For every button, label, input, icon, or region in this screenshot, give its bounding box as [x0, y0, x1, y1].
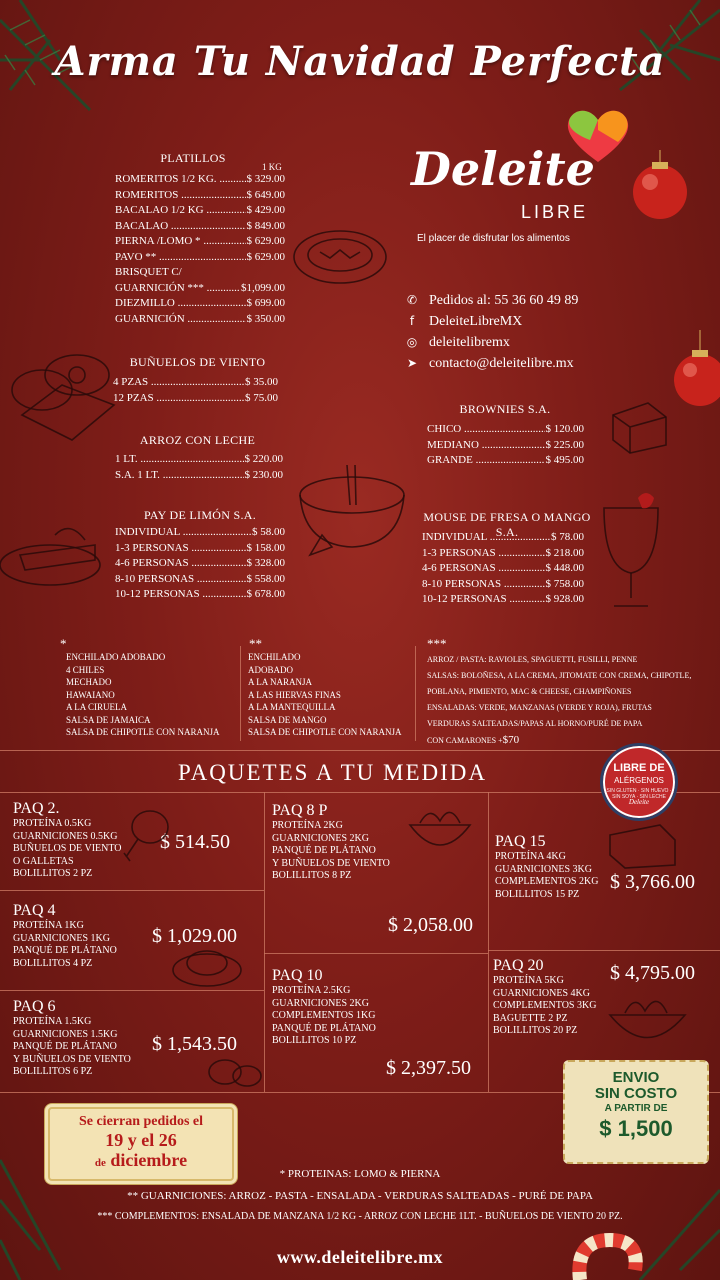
note-mark-3: ***	[427, 636, 447, 651]
package-price: $ 2,058.00	[388, 914, 473, 936]
cierre-notice: Se cierran pedidos el 19 y el 26 de diciembre	[48, 1107, 234, 1181]
brand-sub: LIBRE	[521, 202, 589, 222]
bunuelos-heading: BUÑUELOS DE VIENTO	[129, 355, 266, 369]
menu-item: GUARNICIÓN *** ..... $1,099.00	[115, 281, 285, 297]
footnote: * PROTEINAS: LOMO & PIERNA	[279, 1168, 441, 1180]
divider	[0, 890, 264, 891]
package-price: $ 1,029.00	[152, 925, 237, 947]
divider	[415, 646, 416, 741]
brand-logo	[405, 100, 630, 250]
brand-name: Deleite	[411, 142, 595, 196]
pay-list	[115, 525, 285, 603]
brand-tagline: El placer de disfrutar los alimentos	[417, 233, 570, 244]
menu-item: 4 PZAS ..... $ 35.00	[113, 375, 278, 391]
brownie-icon	[608, 395, 668, 455]
note-col-3: ARROZ / PASTA: RAVIOLES, SPAGUETTI, FUSILLI, PENNE SALSAS: BOLOÑESA, A LA CREMA, JITOMATE CON CREMA, CHIPOTLE, POBLANA, PIMIENTO, MAC & CHEESE, CHAMPIÑONES ENSALADAS: VERDE, MANZANAS (VERDE Y ROJA), FRUTAS VERDURAS SALTEADAS/PAPAS AL HORNO/PURÉ DE PAPA CON CAMARONES +$70	[427, 655, 692, 746]
menu-item: ROMERITOS ..... $ 649.00	[115, 188, 285, 204]
menu-item: 8-10 PERSONAS ..... $ 758.00	[422, 577, 584, 593]
menu-item: S.A. 1 LT. ..... $ 230.00	[115, 468, 283, 484]
whatsapp-icon: ✆	[406, 293, 418, 307]
drumstick-icon	[120, 805, 170, 865]
menu-item: INDIVIDUAL ..... $ 78.00	[422, 530, 584, 546]
gift-box-icon	[600, 820, 680, 870]
package-price: $ 4,795.00	[610, 962, 695, 984]
menu-item: 10-12 PERSONAS ..... $ 928.00	[422, 592, 584, 608]
note-mark-1: *	[60, 636, 67, 651]
contact-text: deleitelibremx	[429, 335, 510, 350]
contact-text: contacto@deleitelibre.mx	[429, 356, 574, 371]
arroz-list	[115, 452, 283, 483]
menu-item: 1-3 PERSONAS ..... $ 158.00	[115, 541, 285, 557]
lemon-pie-icon	[0, 510, 110, 590]
divider	[264, 953, 488, 954]
contact-list	[405, 290, 578, 374]
contact-facebook[interactable]	[405, 311, 578, 332]
package-paq-15: PAQ 15 PROTEÍNA 4KG GUARNICIONES 3KG COMPLEMENTOS 2KG BOLILLITOS 15 PZ	[495, 833, 599, 900]
menu-item: 1-3 PERSONAS ..... $ 218.00	[422, 546, 584, 562]
note-col-1: ENCHILADO ADOBADO 4 CHILES MECHADO HAWAIANO A LA CIRUELA SALSA DE JAMAICA SALSA DE CHIPOTLE CON NARANJA	[66, 652, 220, 737]
divider	[0, 750, 720, 751]
menu-item: GUARNICIÓN ..... $ 350.00	[115, 312, 285, 328]
menu-item: 1 LT. ..... $ 220.00	[115, 452, 283, 468]
contact-text: Pedidos al: 55 36 60 49 89	[429, 293, 579, 308]
menu-item: CHICO ..... $ 120.00	[427, 422, 584, 438]
package-paq-2: PAQ 2. PROTEÍNA 0.5KG GUARNICIONES 0.5KG BUÑUELOS DE VIENTO O GALLETAS BOLILLITOS 2 PZ	[13, 800, 122, 879]
turkey-platter-icon	[170, 935, 245, 990]
menu-item: ROMERITOS 1/2 KG. ..... $ 329.00	[115, 172, 285, 188]
envio-gratis-card: ENVIO SIN COSTO A PARTIR DE $ 1,500	[563, 1060, 709, 1164]
roll-icon	[205, 1050, 265, 1095]
rice-pudding-bowl-icon	[292, 455, 407, 565]
menu-item: INDIVIDUAL ..... $ 58.00	[115, 525, 285, 541]
telegram-icon: ➤	[406, 356, 418, 370]
divider	[0, 990, 264, 991]
menu-item: 4-6 PERSONAS ..... $ 328.00	[115, 556, 285, 572]
arroz-heading: ARROZ CON LECHE	[139, 433, 256, 447]
menu-item: BACALAO 1/2 KG ..... $ 429.00	[115, 203, 285, 219]
menu-item: GRANDE ..... $ 495.00	[427, 453, 584, 469]
package-paq-20: PAQ 20 PROTEÍNA 5KG GUARNICIONES 4KG COMPLEMENTOS 3KG BAGUETTE 2 PZ BOLILLITOS 20 PZ	[493, 957, 597, 1036]
allergen-badge: LIBRE DE ALÉRGENOS SIN GLUTEN · SIN HUEVO · SIN SOYA · SIN LECHE Deleite	[600, 743, 678, 821]
menu-item: 8-10 PERSONAS ..... $ 558.00	[115, 572, 285, 588]
instagram-icon: ◎	[406, 335, 418, 349]
footnote: ** GUARNICIONES: ARROZ - PASTA - ENSALADA - VERDURAS SALTEADAS - PURÉ DE PAPA	[127, 1190, 593, 1202]
menu-item-label: BRISQUET C/	[115, 266, 182, 278]
package-price: $ 3,766.00	[610, 871, 695, 893]
platter-icon	[290, 222, 390, 292]
package-price: $ 2,397.50	[386, 1057, 471, 1079]
mouse-list	[422, 530, 584, 608]
contact-text: DeleiteLibreMX	[429, 314, 523, 329]
paquetes-title: PAQUETES A TU MEDIDA	[178, 760, 488, 785]
mouse-heading: MOUSE DE FRESA O MANGO S.A.	[423, 510, 591, 539]
page-title: Arma Tu Navidad Perfecta	[54, 38, 666, 85]
menu-item: 4-6 PERSONAS ..... $ 448.00	[422, 561, 584, 577]
package-paq-6: PAQ 6 PROTEÍNA 1.5KG GUARNICIONES 1.5KG PANQUÉ DE PLÁTANO Y BUÑUELOS DE VIENTO BOLILLITOS 6 PZ	[13, 998, 131, 1077]
package-price: $ 514.50	[160, 831, 230, 853]
bunuelos-icon	[2, 345, 117, 445]
menu-item: BACALAO ..... $ 849.00	[115, 219, 285, 235]
package-paq-4: PAQ 4 PROTEÍNA 1KG GUARNICIONES 1KG PANQUÉ DE PLÁTANO BOLILLITOS 4 PZ	[13, 902, 117, 969]
bunuelos-list	[113, 375, 278, 406]
divider	[240, 646, 241, 741]
divider	[264, 792, 265, 1092]
divider	[488, 792, 489, 1092]
menu-item: 12 PZAS ..... $ 75.00	[113, 391, 278, 407]
menu-item: DIEZMILLO ..... $ 699.00	[115, 296, 285, 312]
website-link[interactable]: www.deleitelibre.mx	[276, 1247, 444, 1267]
mousse-glass-icon	[596, 488, 666, 613]
contact-instagram[interactable]	[405, 332, 578, 353]
salad-bowl-icon	[605, 985, 690, 1055]
footnote: *** COMPLEMENTOS: ENSALADA DE MANZANA 1/2 KG - ARROZ CON LECHE 1LT. - BUÑUELOS DE VIENTO 20 PZ.	[97, 1211, 623, 1222]
brownies-heading: BROWNIES S.A.	[459, 402, 551, 416]
facebook-icon: f	[409, 314, 415, 328]
contact-email[interactable]	[405, 353, 578, 374]
contact-whatsapp[interactable]	[405, 290, 578, 311]
platillos-list	[115, 172, 285, 327]
divider	[488, 950, 720, 951]
platillos-unit: 1 KG	[262, 162, 282, 172]
salad-bowl-icon	[405, 795, 475, 860]
menu-item: 10-12 PERSONAS ..... $ 678.00	[115, 587, 285, 603]
package-paq-8p: PAQ 8 P PROTEÍNA 2KG GUARNICIONES 2KG PANQUÉ DE PLÁTANO Y BUÑUELOS DE VIENTO BOLILLITOS 8 PZ	[272, 802, 390, 881]
menu-item: PAVO ** ..... $ 629.00	[115, 250, 285, 266]
package-price: $ 1,543.50	[152, 1033, 237, 1055]
menu-item: MEDIANO ..... $ 225.00	[427, 438, 584, 454]
brownies-list	[427, 422, 584, 469]
package-paq-10: PAQ 10 PROTEÍNA 2.5KG GUARNICIONES 2KG COMPLEMENTOS 1KG PANQUÉ DE PLÁTANO BOLILLITOS 10 PZ	[272, 967, 376, 1046]
platillos-heading: PLATILLOS	[160, 151, 226, 165]
pay-heading: PAY DE LIMÓN S.A.	[143, 508, 257, 522]
menu-item: PIERNA /LOMO * ..... $ 629.00	[115, 234, 285, 250]
note-col-2: ENCHILADO ADOBADO A LA NARANJA A LAS HIERVAS FINAS A LA MANTEQUILLA SALSA DE MANGO SALSA DE CHIPOTLE CON NARANJA	[248, 652, 402, 737]
note-mark-2: **	[249, 636, 262, 651]
